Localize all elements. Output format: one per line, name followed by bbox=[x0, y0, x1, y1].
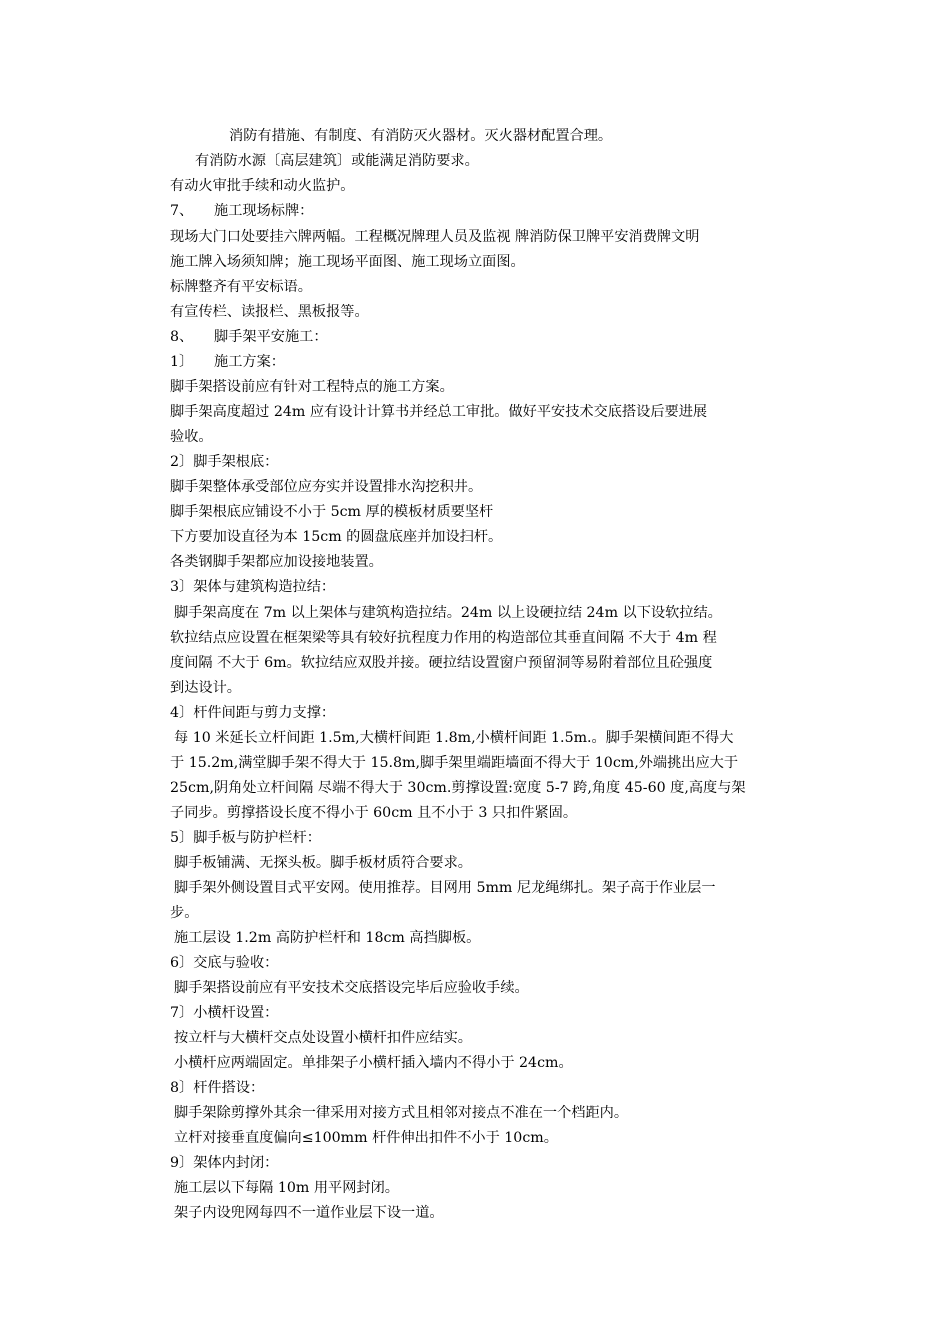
section-title: 施工现场标牌： bbox=[214, 203, 314, 219]
section-title: 脚手架平安施工： bbox=[214, 329, 328, 345]
section-heading bbox=[170, 327, 810, 347]
text-line: 脚手架搭设前应有平安技术交底搭设完毕后应验收手续。 bbox=[174, 980, 529, 996]
text-line: 25cm,阴角处立杆间隔 尽端不得大于 30cm.剪撑设置:宽度 5-7 跨,角度 45-60 度,高度与架 bbox=[170, 780, 746, 796]
text-line: 施工牌入场须知牌；施工现场平面图、施工现场立面图。 bbox=[170, 254, 525, 270]
subsection-heading: 3〕架体与建筑构造拉结： bbox=[170, 579, 336, 595]
text-line: 步。 bbox=[170, 905, 199, 921]
text-line: 施工层设 1.2m 高防护栏杆和 18cm 高挡脚板。 bbox=[174, 930, 481, 946]
subsection-heading bbox=[170, 352, 810, 372]
text-line: 有消防水源〔高层建筑〕或能满足消防要求。 bbox=[195, 153, 479, 169]
text-line: 小横杆应两端固定。单排架子小横杆插入墙内不得小于 24cm。 bbox=[174, 1055, 573, 1071]
text-line: 子同步。剪撑搭设长度不得小于 60cm 且不小于 3 只扣件紧固。 bbox=[170, 805, 578, 821]
text-line: 度间隔 不大于 6m。软拉结应双股并接。硬拉结设置窗户预留洞等易附着部位且砼强度 bbox=[170, 655, 713, 671]
text-line: 验收。 bbox=[170, 429, 213, 445]
text-line: 脚手架高度在 7m 以上架体与建筑构造拉结。24m 以上设硬拉结 24m 以下设软拉结。 bbox=[174, 605, 722, 621]
text-line: 脚手板铺满、无探头板。脚手板材质符合要求。 bbox=[174, 855, 472, 871]
subsection-heading: 4〕杆件间距与剪力支撑： bbox=[170, 705, 336, 721]
text-line: 标牌整齐有平安标语。 bbox=[170, 279, 312, 295]
subsection-heading: 2〕脚手架根底： bbox=[170, 454, 279, 470]
text-line: 脚手架根底应铺设不小于 5cm 厚的模板材质要坚杆 bbox=[170, 504, 494, 520]
text-line: 于 15.2m,满堂脚手架不得大于 15.8m,脚手架里端距墙面不得大于 10cm,外端挑出应大于 bbox=[170, 755, 739, 771]
subsection-heading: 9〕架体内封闭： bbox=[170, 1155, 279, 1171]
subsection-title: 施工方案： bbox=[214, 354, 285, 370]
text-line: 施工层以下每隔 10m 用平网封闭。 bbox=[174, 1180, 399, 1196]
text-line: 脚手架外侧设置目式平安网。使用推荐。目网用 5mm 尼龙绳绑扎。架子高于作业层一 bbox=[174, 880, 716, 896]
text-line: 消防有措施、有制度、有消防灭火器材。灭火器材配置合理。 bbox=[229, 128, 613, 144]
text-line: 脚手架整体承受部位应夯实并设置排水沟挖积井。 bbox=[170, 479, 483, 495]
text-line: 每 10 米延长立杆间距 1.5m,大横杆间距 1.8m,小横杆间距 1.5m.。脚手架横间距不得大 bbox=[174, 730, 734, 746]
subsection-heading: 7〕小横杆设置： bbox=[170, 1005, 279, 1021]
text-line: 到达设计。 bbox=[170, 680, 241, 696]
text-line: 架子内设兜网每四不一道作业层下设一道。 bbox=[174, 1205, 444, 1221]
section-number: 7、 bbox=[170, 203, 194, 219]
subsection-heading: 5〕脚手板与防护栏杆： bbox=[170, 830, 321, 846]
subsection-heading: 8〕杆件搭设： bbox=[170, 1080, 265, 1096]
text-line: 现场大门口处要挂六牌两幅。工程概况牌理人员及监视 牌消防保卫牌平安消费牌文明 bbox=[170, 229, 700, 245]
text-line: 有宣传栏、读报栏、黑板报等。 bbox=[170, 304, 369, 320]
subsection-heading: 6〕交底与验收： bbox=[170, 955, 279, 971]
subsection-number: 1〕 bbox=[170, 354, 194, 370]
text-line: 各类钢脚手架都应加设接地装置。 bbox=[170, 554, 383, 570]
text-line: 脚手架高度超过 24m 应有设计计算书并经总工审批。做好平安技术交底搭设后要进展 bbox=[170, 404, 708, 420]
text-line: 脚手架搭设前应有针对工程特点的施工方案。 bbox=[170, 379, 454, 395]
text-line: 立杆对接垂直度偏向≤100mm 杆件伸出扣件不小于 10cm。 bbox=[174, 1130, 558, 1146]
text-line: 脚手架除剪撑外其余一律采用对接方式且相邻对接点不准在一个档距内。 bbox=[174, 1105, 629, 1121]
section-number: 8、 bbox=[170, 329, 194, 345]
text-line: 软拉结点应设置在框架梁等具有较好抗程度力作用的构造部位其垂直间隔 不大于 4m 程 bbox=[170, 630, 717, 646]
text-line: 按立杆与大横杆交点处设置小横杆扣件应结实。 bbox=[174, 1030, 472, 1046]
text-line: 下方要加设直径为本 15cm 的圆盘底座并加设扫杆。 bbox=[170, 529, 503, 545]
section-heading bbox=[170, 201, 810, 221]
text-line: 有动火审批手续和动火监护。 bbox=[170, 178, 355, 194]
